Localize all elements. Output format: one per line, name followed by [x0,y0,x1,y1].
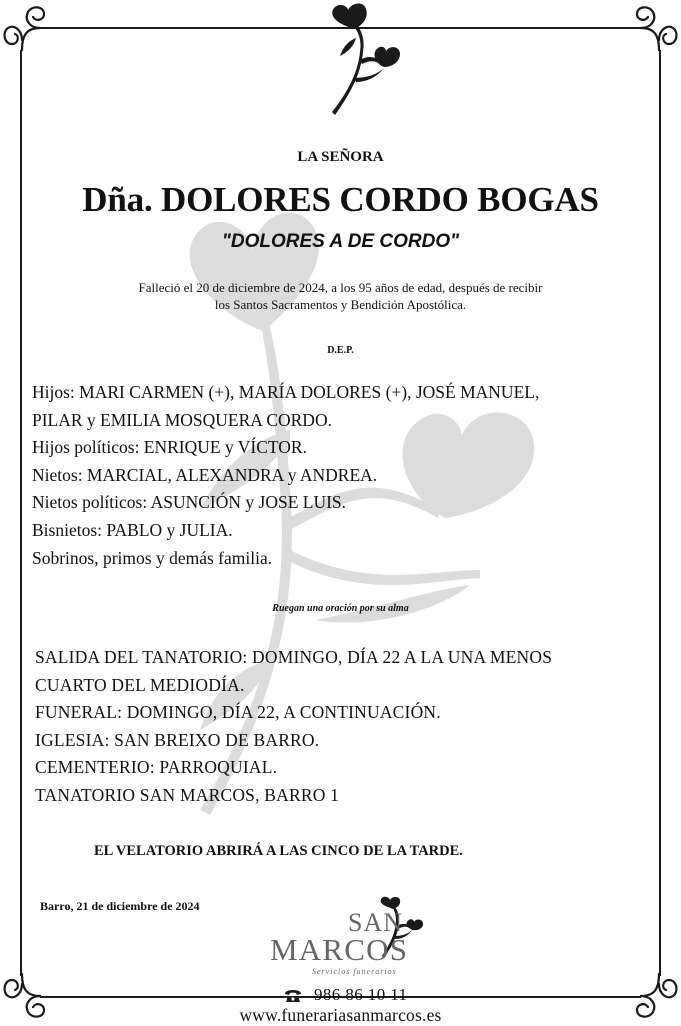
deceased-name: Dña. DOLORES CORDO BOGAS [82,180,599,219]
phone-number[interactable]: 986 86 10 11 [314,985,408,1004]
family-line: Hijos: MARI CARMEN (+), MARÍA DOLORES (+), JOSÉ MANUEL, [32,382,540,402]
flower-icon [318,2,402,120]
corner-ornament-top-right [621,0,681,60]
family-line: Bisnietos: PABLO y JULIA. [32,519,233,540]
logo-line-1: SAN [348,908,404,937]
family-line: PILAR y EMILIA MOSQUERA CORDO. [32,409,332,430]
title-prefix: LA SEÑORA [297,149,384,165]
website-link[interactable]: www.funerariasanmarcos.es [239,1005,442,1025]
date-place: Barro, 21 de diciembre de 2024 [40,899,200,913]
service-line: CEMENTERIO: PARROQUIAL. [35,757,278,778]
contact-phone [284,985,407,1005]
service-line: TANATORIO SAN MARCOS, BARRO 1 [35,784,340,805]
service-line: FUNERAL: DOMINGO, DÍA 22, A CONTINUACIÓN. [35,702,441,723]
service-line: SALIDA DEL TANATORIO: DOMINGO, DÍA 22 A LA UNA MENOS [35,647,553,667]
deceased-alias: "DOLORES A DE CORDO" [221,231,460,252]
death-info-line-2: los Santos Sacramentos y Bendición Apostólica. [214,297,467,312]
logo-tagline: Servicios funerarios [312,967,397,976]
dep-label: D.E.P. [327,345,354,356]
prayer-line: Ruegan una oración por su alma [272,603,409,614]
phone-icon [284,989,302,1003]
service-line: CUARTO DEL MEDIODÍA. [35,674,245,695]
service-details [35,644,552,810]
service-line: IGLESIA: SAN BREIXO DE BARRO. [35,729,320,750]
death-info-line-1: Falleció el 20 de diciembre de 2024, a los 95 años de edad, después de recibir [138,280,543,295]
corner-ornament-top-left [0,0,60,60]
wake-notice: EL VELATORIO ABRIRÁ A LAS CINCO DE LA TARDE. [94,843,463,859]
family-line: Sobrinos, primos y demás familia. [32,547,273,568]
family-line: Nietos políticos: ASUNCIÓN y JOSE LUIS. [32,492,347,513]
family-line: Nietos: MARCIAL, ALEXANDRA y ANDREA. [32,464,378,485]
family-line: Hijos políticos: ENRIQUE y VÍCTOR. [32,437,307,458]
family-list [32,379,539,572]
logo-line-2: MARCOS [270,932,409,967]
funeral-home-logo [262,896,432,982]
